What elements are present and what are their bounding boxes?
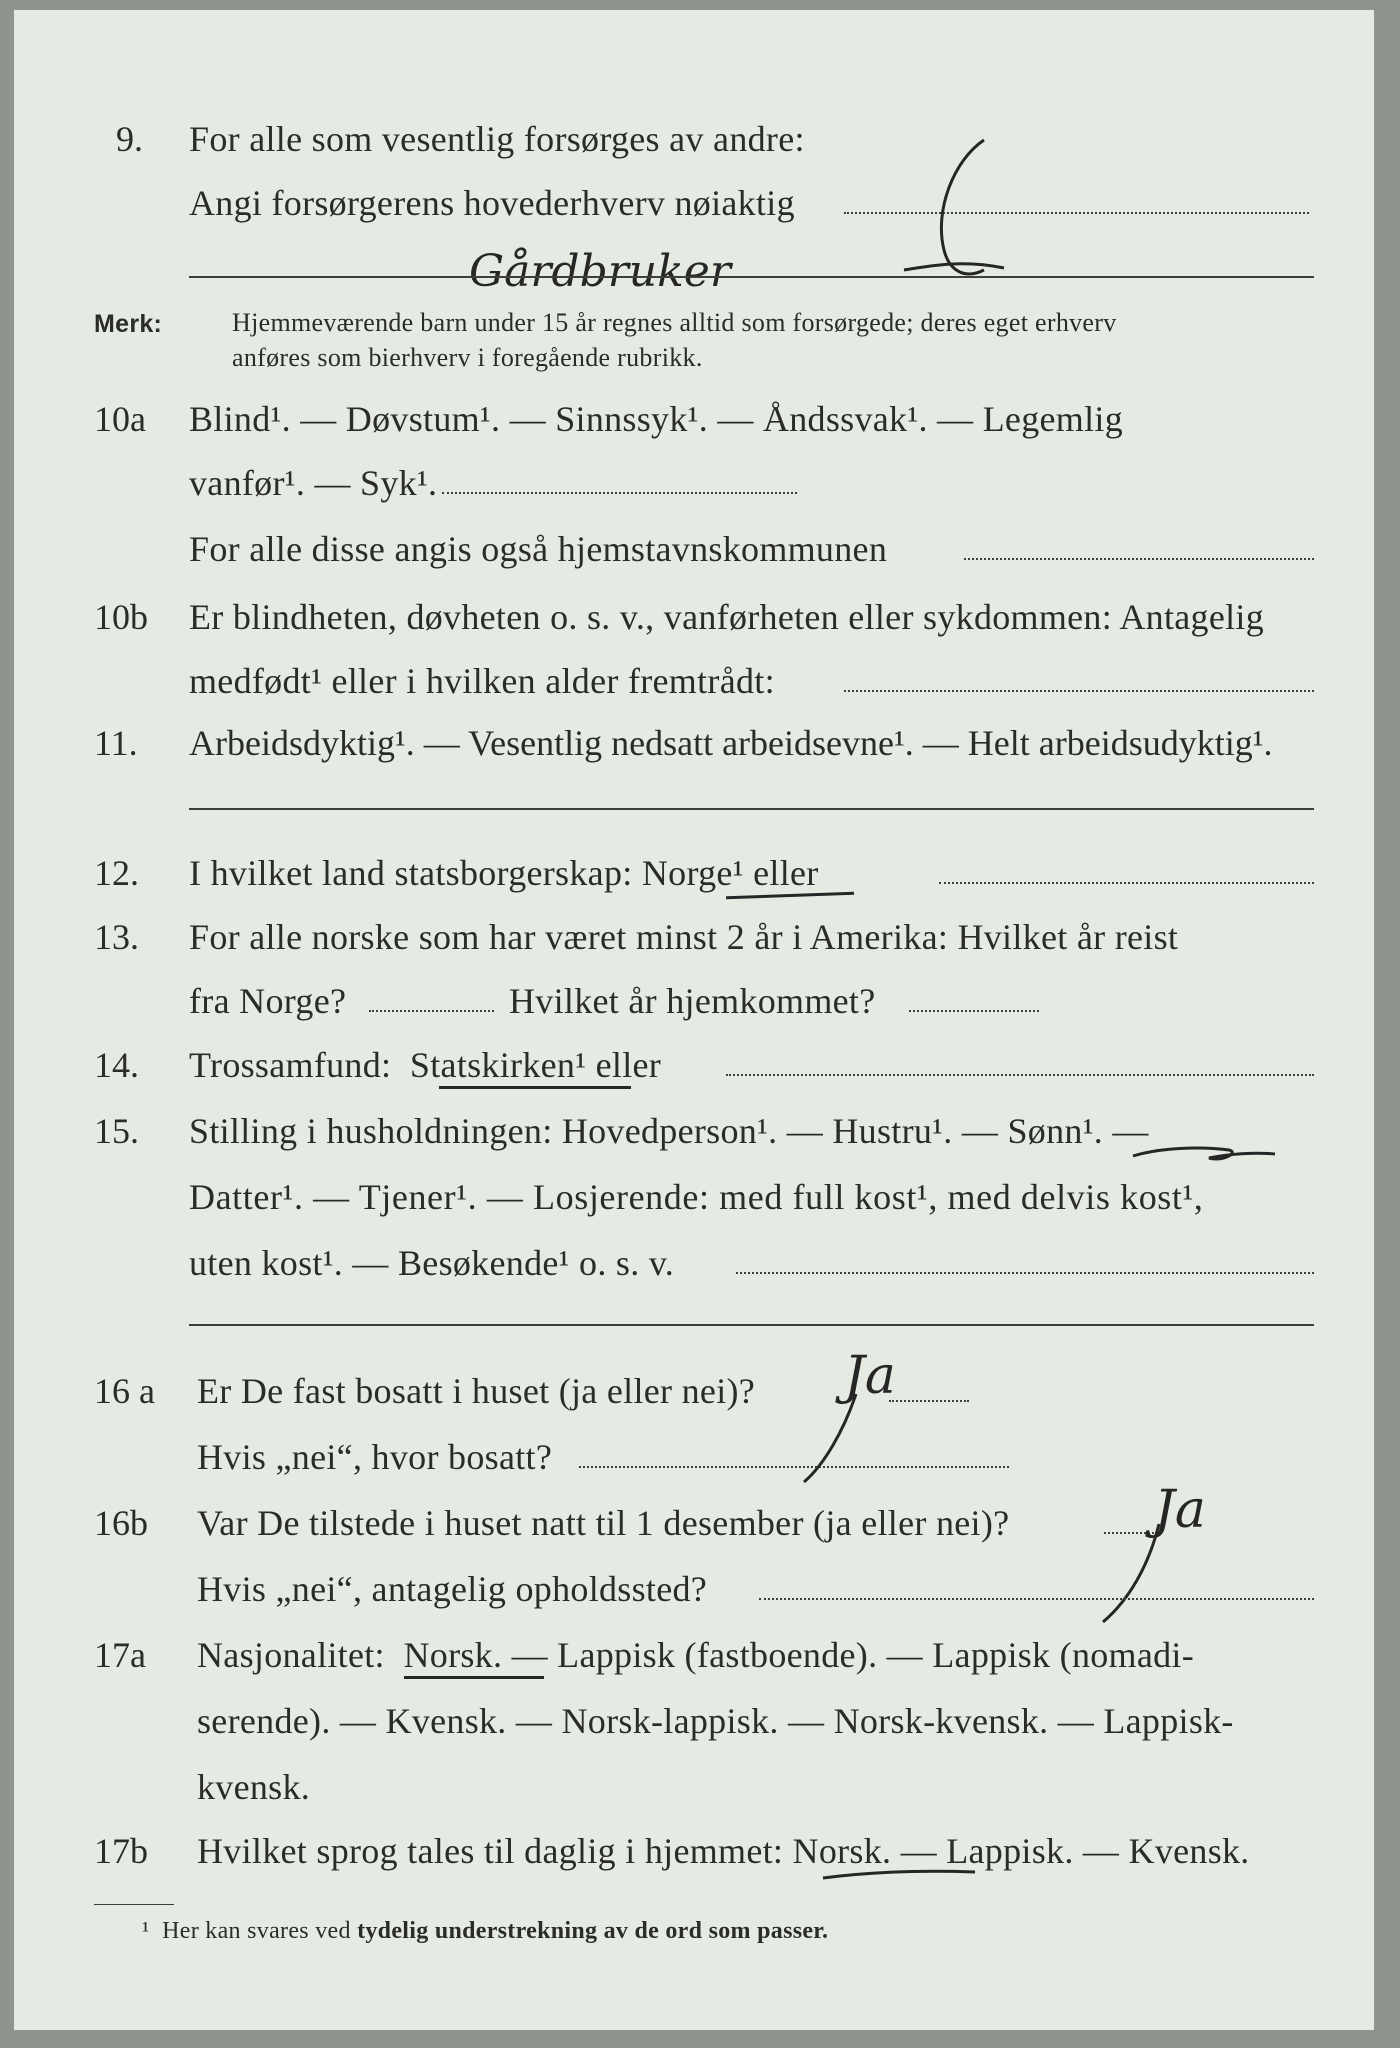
footnote-separator bbox=[94, 1904, 174, 1905]
q10a-line1: Blind¹. — Døvstum¹. — Sinnssyk¹. — Åndssvak¹. — Legemlig bbox=[189, 399, 1123, 439]
footnote-mark: ¹ bbox=[142, 1918, 150, 1944]
q16a-line1: Er De fast bosatt i huset (ja eller nei)? bbox=[197, 1371, 756, 1411]
q12-line bbox=[189, 852, 819, 894]
q17a-rest: — Lappisk (fastboende). — Lappisk (nomadi- bbox=[511, 1635, 1195, 1675]
merk-line1: Hjemmeværende barn under 15 år regnes alltid som forsørgede; deres eget erhverv bbox=[232, 308, 1117, 337]
q9-handwritten-answer: Gårdbruker bbox=[469, 246, 731, 297]
q15-line1c: — bbox=[1112, 1111, 1149, 1151]
q10a-dotted-line bbox=[964, 558, 1314, 560]
q9-line1: For alle som vesentlig forsørges av andre: bbox=[189, 119, 805, 159]
q9-line2: Angi forsørgerens hovederhverv nøiaktig bbox=[189, 183, 795, 223]
q12-suffix: eller bbox=[753, 853, 819, 893]
q14-line bbox=[189, 1044, 661, 1086]
merk-line2: anføres som bierhverv i foregående rubrikk. bbox=[232, 343, 703, 372]
q10a-syk-dotted-line bbox=[442, 492, 797, 494]
merk-label: Merk: bbox=[94, 310, 163, 338]
q17b-option-norsk: Norsk. bbox=[792, 1831, 892, 1871]
q17b-prefix: Hvilket sprog tales til daglig i hjemmet: bbox=[197, 1831, 784, 1871]
q15-line1a: Stilling i husholdningen: Hovedperson¹. — Hustru¹. — bbox=[189, 1111, 999, 1151]
q16b-handwritten-answer: Ja bbox=[1154, 1480, 1206, 1540]
q10b-line2: medfødt¹ eller i hvilken alder fremtrådt: bbox=[189, 661, 775, 701]
q14-number: 14. bbox=[94, 1045, 139, 1085]
q13-line1: For alle norske som har været minst 2 år i Amerika: Hvilket år reist bbox=[189, 917, 1179, 957]
q13-line2a: fra Norge? bbox=[189, 981, 347, 1021]
q11-number: 11. bbox=[94, 723, 138, 763]
q10b-number: 10b bbox=[94, 597, 148, 637]
q15-line1 bbox=[189, 1110, 1149, 1152]
q13-line2b: Hvilket år hjemkommet? bbox=[509, 981, 876, 1021]
q15-dotted-line bbox=[736, 1272, 1314, 1274]
q16a-number: 16 a bbox=[94, 1371, 155, 1411]
q10a-number: 10a bbox=[94, 399, 146, 439]
q17b-number: 17b bbox=[94, 1831, 148, 1871]
q12-number: 12. bbox=[94, 853, 139, 893]
q12-dotted-line bbox=[939, 882, 1314, 884]
q17a-line1 bbox=[197, 1634, 1194, 1676]
q16b-line1: Var De tilstede i huset natt til 1 desember (ja eller nei)? bbox=[197, 1503, 1010, 1543]
footnote bbox=[142, 1918, 828, 1945]
handwritten-s-mark bbox=[894, 120, 1044, 310]
q16a-answer-stroke bbox=[794, 1390, 874, 1490]
q17a-option-norsk: Norsk. bbox=[403, 1635, 503, 1675]
q14-option-statskirken: Statskirken¹ bbox=[409, 1045, 587, 1085]
q17a-number: 17a bbox=[94, 1635, 146, 1675]
q17a-prefix: Nasjonalitet: bbox=[197, 1635, 385, 1675]
q12-prefix: I hvilket land statsborgerskap: bbox=[189, 853, 633, 893]
q16a-bosatt-dotted-line bbox=[579, 1466, 1009, 1468]
q17b-line bbox=[197, 1830, 1250, 1872]
q14-dotted-line bbox=[726, 1074, 1314, 1076]
q16b-number: 16b bbox=[94, 1503, 148, 1543]
q10a-line2: vanfør¹. — Syk¹. bbox=[189, 463, 438, 503]
q15-line3: uten kost¹. — Besøkende¹ o. s. v. bbox=[189, 1243, 675, 1283]
q12-option-norge: Norge¹ bbox=[641, 853, 744, 893]
q16a-dotted-line bbox=[889, 1400, 969, 1402]
q13-reist-dotted-line bbox=[369, 1010, 494, 1012]
q13-number: 13. bbox=[94, 917, 139, 957]
q15-number: 15. bbox=[94, 1111, 139, 1151]
q15-line2: Datter¹. — Tjener¹. — Losjerende: med full kost¹, med delvis kost¹, bbox=[189, 1177, 1204, 1217]
q17b-suffix: — Lappisk. — Kvensk. bbox=[900, 1831, 1250, 1871]
q15-sonn-underline bbox=[1129, 1138, 1279, 1168]
q14-prefix: Trossamfund: bbox=[189, 1045, 392, 1085]
q14-statskirken-underline bbox=[439, 1086, 631, 1089]
footnote-text-b: tydelig understrekning av de ord som passer. bbox=[357, 1918, 829, 1944]
q16b-answer-stroke bbox=[1089, 1520, 1169, 1630]
q14-suffix: eller bbox=[595, 1045, 662, 1085]
q9-number: 9. bbox=[116, 119, 143, 159]
q13-hjemkommet-dotted-line bbox=[909, 1010, 1039, 1012]
q17a-line3: kvensk. bbox=[197, 1767, 311, 1807]
q15-option-sonn: Sønn¹. bbox=[1007, 1111, 1104, 1151]
q9-answer-line bbox=[189, 276, 1314, 278]
q16a-handwritten-answer: Ja bbox=[844, 1346, 896, 1406]
q17a-norsk-underline bbox=[404, 1676, 544, 1679]
footnote-text-a: Her kan svares ved bbox=[162, 1918, 351, 1944]
q10b-line1: Er blindheten, døvheten o. s. v., vanførheten eller sykdommen: Antagelig bbox=[189, 597, 1265, 637]
q15-answer-line bbox=[189, 1324, 1314, 1326]
q10b-dotted-line bbox=[844, 690, 1314, 692]
q16b-opholdssted-dotted-line bbox=[759, 1598, 1314, 1600]
q11-answer-line bbox=[189, 808, 1314, 810]
census-form-page bbox=[14, 10, 1374, 2030]
q16a-line2: Hvis „nei“, hvor bosatt? bbox=[197, 1437, 553, 1477]
q16b-line2: Hvis „nei“, antagelig opholdssted? bbox=[197, 1569, 708, 1609]
q10a-line3: For alle disse angis også hjemstavnskommunen bbox=[189, 529, 888, 569]
q11-line1: Arbeidsdyktig¹. — Vesentlig nedsatt arbeidsevne¹. — Helt arbeidsudyktig¹. bbox=[189, 723, 1273, 763]
q17a-line2: serende). — Kvensk. — Norsk-lappisk. — Norsk-kvensk. — Lappisk- bbox=[197, 1701, 1234, 1741]
q17b-norsk-underline bbox=[819, 1864, 979, 1884]
